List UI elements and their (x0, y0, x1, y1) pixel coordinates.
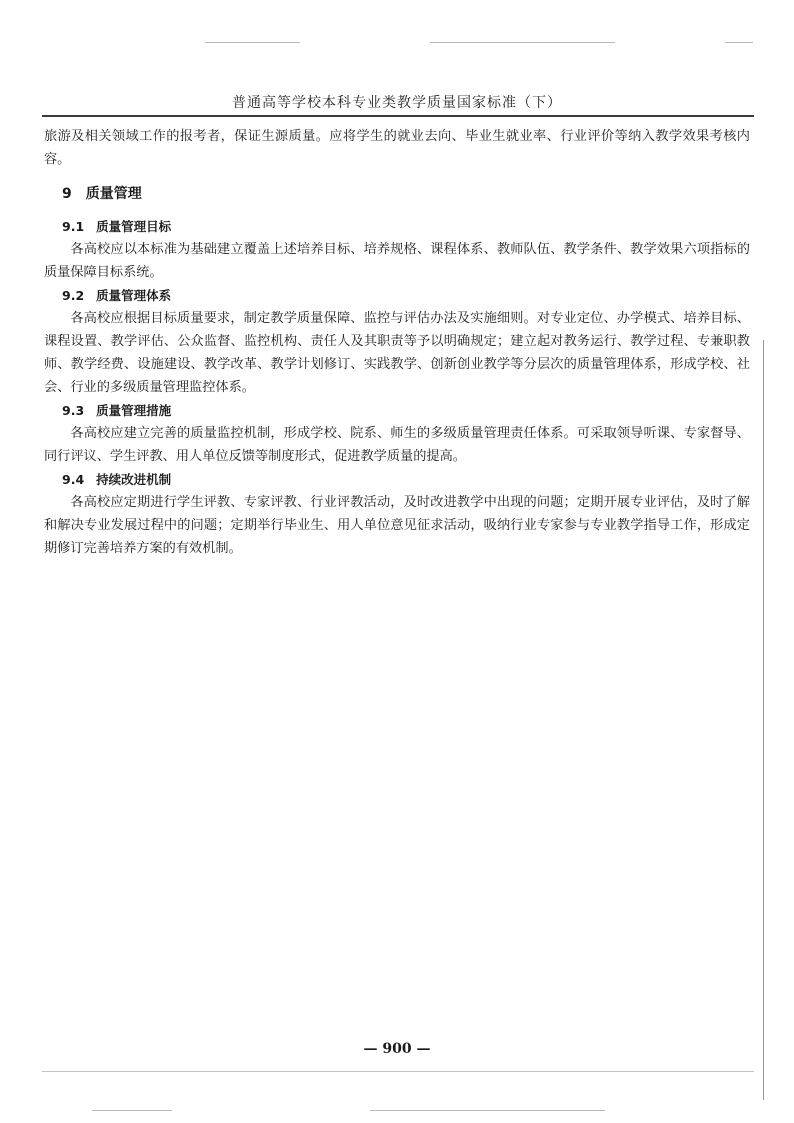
footer-rule (42, 1071, 754, 1072)
subsection-body-9-1: 各高校应以本标准为基础建立覆盖上述培养目标、培养规格、课程体系、教师队伍、教学条件、教学效果六项指标的质量保障目标系统。 (44, 242, 750, 280)
intro-paragraph: 旅游及相关领域工作的报考者，保证生源质量。应将学生的就业去向、毕业生就业率、行业评价等纳入教学效果考核内容。 (44, 129, 750, 167)
scan-artifact-top-3 (725, 42, 753, 43)
scan-artifact-top-2 (430, 42, 615, 43)
subsection-title: 质量管理措施 (96, 403, 172, 418)
subsection-body-9-4: 各高校应定期进行学生评教、专家评教、行业评教活动，及时改进教学中出现的问题；定期开展专业评估，及时了解和解决专业发展过程中的问题；定期举行毕业生、用人单位意见征求活动，吸纳行业专家参与专业教学指导工作，形成定期修订完善培养方案的有效机制。 (44, 495, 750, 556)
scan-artifact-top-1 (205, 42, 300, 43)
section-heading (62, 183, 750, 205)
subsection-heading-9-4 (62, 468, 750, 491)
subsection-number: 9.1 (62, 219, 85, 234)
section-number: 9 (62, 186, 72, 202)
subsection-heading-9-1 (62, 215, 750, 238)
subsection-title: 质量管理体系 (96, 288, 172, 303)
section-title: 质量管理 (85, 186, 142, 202)
subsection-title: 持续改进机制 (96, 472, 172, 487)
scan-margin-line (763, 340, 764, 1100)
subsection-body-9-2: 各高校应根据目标质量要求，制定教学质量保障、监控与评估办法及实施细则。对专业定位、办学模式、培养目标、课程设置、教学评估、公众监督、监控机构、责任人及其职责等予以明确规定；建立起对教务运行、教学过程、专兼职教师、教学经费、设施建设、教学改革、教学计划修订、实践教学、创新创业教学等分层次的质量管理体系，形成学校、社会、行业的多级质量管理监控体系。 (44, 311, 750, 395)
header-rule (42, 115, 754, 117)
subsection-number: 9.2 (62, 288, 85, 303)
scan-artifact-bottom-1 (92, 1110, 172, 1111)
page-number: — 900 — (363, 1041, 431, 1057)
subsection-heading-9-2 (62, 284, 750, 307)
scan-artifact-bottom-2 (370, 1110, 605, 1111)
subsection-heading-9-3 (62, 399, 750, 422)
subsection-number: 9.3 (62, 403, 85, 418)
subsection-number: 9.4 (62, 472, 85, 487)
subsection-title: 质量管理目标 (96, 219, 172, 234)
subsection-body-9-3: 各高校应建立完善的质量监控机制，形成学校、院系、师生的多级质量管理责任体系。可采取领导听课、专家督导、同行评议、学生评教、用人单位反馈等制度形式，促进教学质量的提高。 (44, 426, 750, 464)
running-header-title: 普通高等学校本科专业类教学质量国家标准（下） (232, 95, 562, 111)
page-content (44, 125, 750, 560)
